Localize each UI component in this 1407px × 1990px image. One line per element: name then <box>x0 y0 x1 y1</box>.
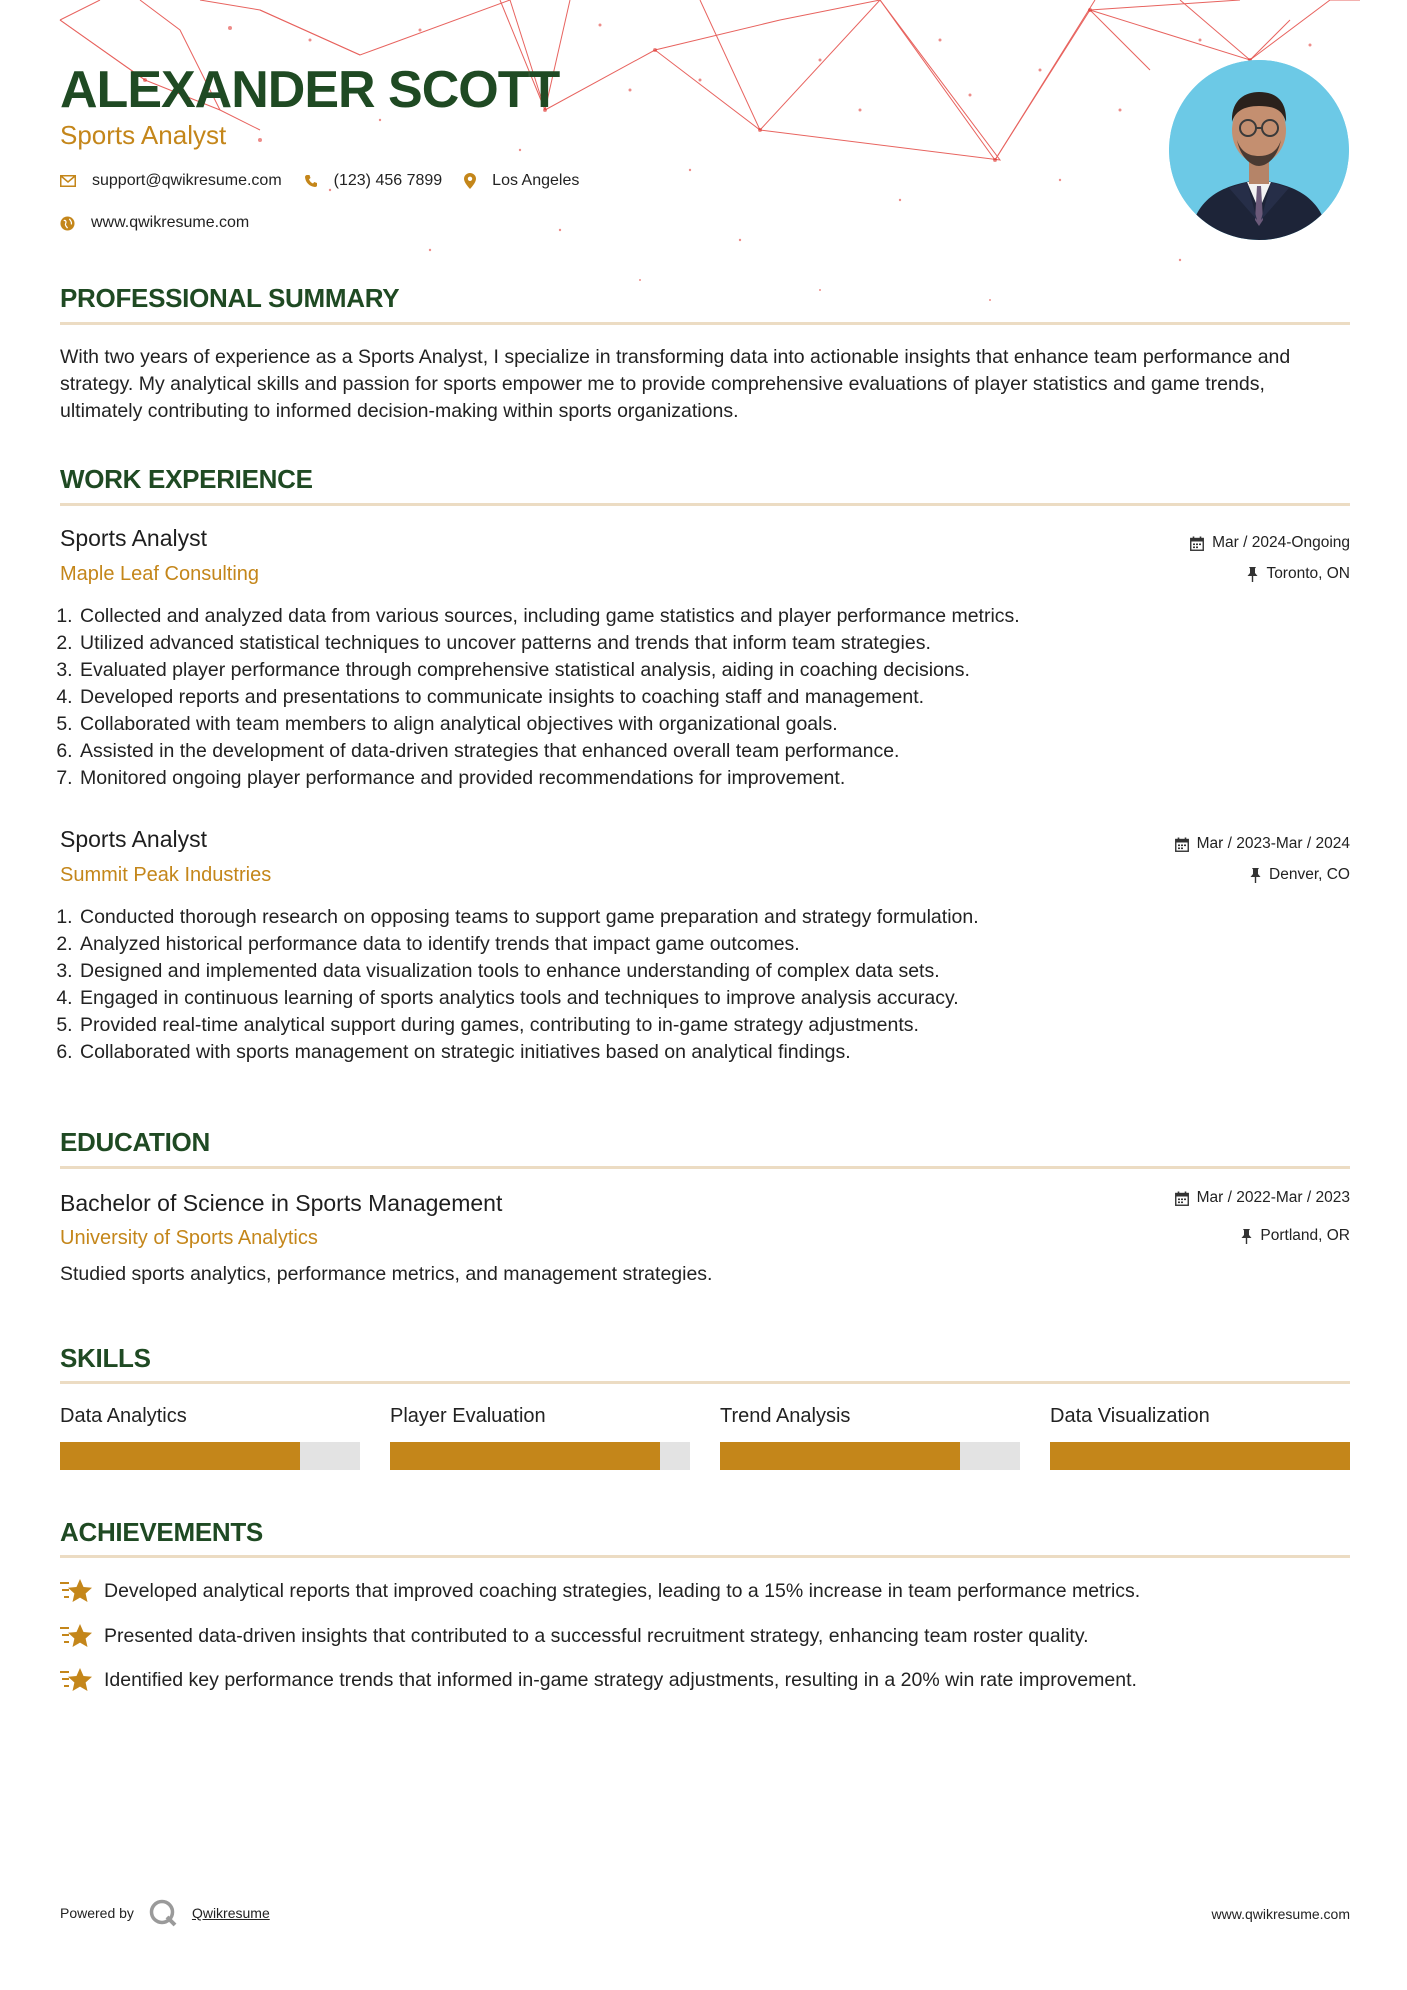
phone-icon <box>304 174 318 188</box>
candidate-role: Sports Analyst <box>60 120 227 150</box>
skill-label: Trend Analysis <box>720 1405 851 1427</box>
job-location <box>1247 563 1350 585</box>
section-divider <box>60 1555 1350 1558</box>
calendar-icon <box>1175 837 1189 852</box>
education-dates-text: Mar / 2022-Mar / 2023 <box>1196 1189 1350 1206</box>
pushpin-icon <box>1247 567 1258 582</box>
map-pin-icon <box>464 173 476 189</box>
skill-label: Data Analytics <box>60 1405 187 1427</box>
contact-location <box>464 172 579 190</box>
contact-website[interactable] <box>60 214 249 232</box>
achievement-item <box>60 1622 1089 1650</box>
list-item: 2. Analyzed historical performance data to identify trends that impact game outcomes. <box>78 931 1358 958</box>
list-item: 4. Developed reports and presentations to communicate insights to coaching staff and management. <box>78 684 1358 711</box>
candidate-name: ALEXANDER SCOTT <box>60 61 560 119</box>
list-item: 3. Evaluated player performance through comprehensive statistical analysis, aiding in coaching decisions. <box>78 657 1358 684</box>
skill-bar-fill <box>390 1442 660 1470</box>
job-responsibilities <box>54 904 1358 1066</box>
job-dates <box>1190 532 1350 554</box>
contact-phone[interactable] <box>304 172 443 190</box>
summary-text: With two years of experience as a Sports Analyst, I specialize in transforming data into actionable insights that enhance team performance and strategy. My analytical skills and passion for sports empower me to provide comprehensive evaluations of player statistics and game trends, ultimately contributing to informed decision-making within sports organizations. <box>60 346 1291 422</box>
skill-bar-fill <box>720 1442 960 1470</box>
skill-bar-track <box>60 1442 360 1470</box>
education-location-text: Portland, OR <box>1260 1227 1350 1244</box>
skill-bar-track <box>1050 1442 1350 1470</box>
qwikresume-link[interactable]: Qwikresume <box>191 1905 270 1921</box>
school-name: University of Sports Analytics <box>60 1227 318 1249</box>
location-text: Los Angeles <box>492 172 580 189</box>
achievement-text: Presented data-driven insights that contributed to a successful recruitment strategy, enhancing team roster quality. <box>104 1625 1089 1647</box>
contact-email[interactable] <box>60 172 282 190</box>
list-item: 3. Designed and implemented data visualization tools to enhance understanding of complex data sets. <box>78 958 1358 985</box>
experience-heading: WORK EXPERIENCE <box>60 464 313 494</box>
contact-row-primary <box>60 172 601 190</box>
pushpin-icon <box>1241 1229 1252 1244</box>
section-divider <box>60 1381 1350 1384</box>
qwikresume-logo-icon <box>148 1898 178 1928</box>
list-item: 4. Engaged in continuous learning of sports analytics tools and techniques to improve analysis accuracy. <box>78 985 1358 1012</box>
job-dates-text: Mar / 2023-Mar / 2024 <box>1196 835 1350 852</box>
skills-heading: SKILLS <box>60 1343 151 1373</box>
portrait-illustration <box>1169 60 1349 240</box>
calendar-icon <box>1175 1191 1189 1206</box>
summary-heading: PROFESSIONAL SUMMARY <box>60 283 400 313</box>
footer-website[interactable]: www.qwikresume.com <box>1211 1906 1350 1922</box>
section-divider <box>60 322 1350 325</box>
email-text: support@qwikresume.com <box>92 172 282 189</box>
skill-item <box>390 1402 690 1470</box>
pushpin-icon <box>1250 868 1261 883</box>
job-title: Sports Analyst <box>60 826 208 852</box>
job-company: Summit Peak Industries <box>60 864 272 886</box>
achievements-heading: ACHIEVEMENTS <box>60 1517 263 1547</box>
skill-bar-track <box>390 1442 690 1470</box>
list-item: 2. Utilized advanced statistical techniques to uncover patterns and trends that inform team strategies. <box>78 630 1358 657</box>
globe-icon <box>60 216 75 231</box>
job-location-text: Denver, CO <box>1269 866 1350 883</box>
achievement-item <box>60 1577 1140 1605</box>
list-item: 6. Assisted in the development of data-driven strategies that enhanced overall team performance. <box>78 738 1358 765</box>
skill-label: Data Visualization <box>1050 1405 1210 1427</box>
degree-title: Bachelor of Science in Sports Management <box>60 1190 503 1216</box>
skill-item <box>1050 1402 1350 1470</box>
achievement-item <box>60 1666 1137 1694</box>
star-icon <box>60 1666 94 1694</box>
footer-powered-by <box>60 1898 270 1928</box>
education-description: Studied sports analytics, performance metrics, and management strategies. <box>60 1263 713 1285</box>
contact-row-secondary <box>60 214 271 232</box>
education-location <box>1241 1225 1350 1247</box>
skill-bar-fill <box>1050 1442 1350 1470</box>
achievement-text: Developed analytical reports that improved coaching strategies, leading to a 15% increase in team performance metrics. <box>104 1580 1141 1602</box>
list-item: 6. Collaborated with sports management on strategic initiatives based on analytical findings. <box>78 1039 1358 1066</box>
phone-text: (123) 456 7899 <box>333 172 443 189</box>
list-item: 1. Conducted thorough research on opposing teams to support game preparation and strategy formulation. <box>78 904 1358 931</box>
calendar-icon <box>1190 536 1204 551</box>
list-item: 7. Monitored ongoing player performance and provided recommendations for improvement. <box>78 765 1358 792</box>
profile-photo <box>1169 60 1349 240</box>
star-icon <box>60 1577 94 1605</box>
star-icon <box>60 1622 94 1650</box>
job-responsibilities <box>54 603 1358 792</box>
skill-bar-fill <box>60 1442 300 1470</box>
job-title: Sports Analyst <box>60 525 208 551</box>
powered-by-label: Powered by <box>60 1905 134 1921</box>
job-location <box>1250 864 1350 886</box>
education-heading: EDUCATION <box>60 1127 210 1157</box>
job-dates-text: Mar / 2024-Ongoing <box>1212 534 1350 551</box>
education-dates <box>1175 1187 1350 1209</box>
job-dates <box>1175 833 1350 855</box>
job-location-text: Toronto, ON <box>1266 565 1350 582</box>
job-company: Maple Leaf Consulting <box>60 563 260 585</box>
list-item: 5. Provided real-time analytical support during games, contributing to in-game strategy adjustments. <box>78 1012 1358 1039</box>
list-item: 5. Collaborated with team members to align analytical objectives with organizational goals. <box>78 711 1358 738</box>
website-text: www.qwikresume.com <box>91 214 250 231</box>
skill-item <box>720 1402 1020 1470</box>
envelope-icon <box>60 175 76 187</box>
skill-label: Player Evaluation <box>390 1405 546 1427</box>
section-divider <box>60 503 1350 506</box>
skill-item <box>60 1402 360 1470</box>
skill-bar-track <box>720 1442 1020 1470</box>
achievement-text: Identified key performance trends that informed in-game strategy adjustments, resulting in a 20% win rate improvement. <box>104 1669 1137 1691</box>
section-divider <box>60 1166 1350 1169</box>
list-item: 1. Collected and analyzed data from various sources, including game statistics and player performance metrics. <box>78 603 1358 630</box>
